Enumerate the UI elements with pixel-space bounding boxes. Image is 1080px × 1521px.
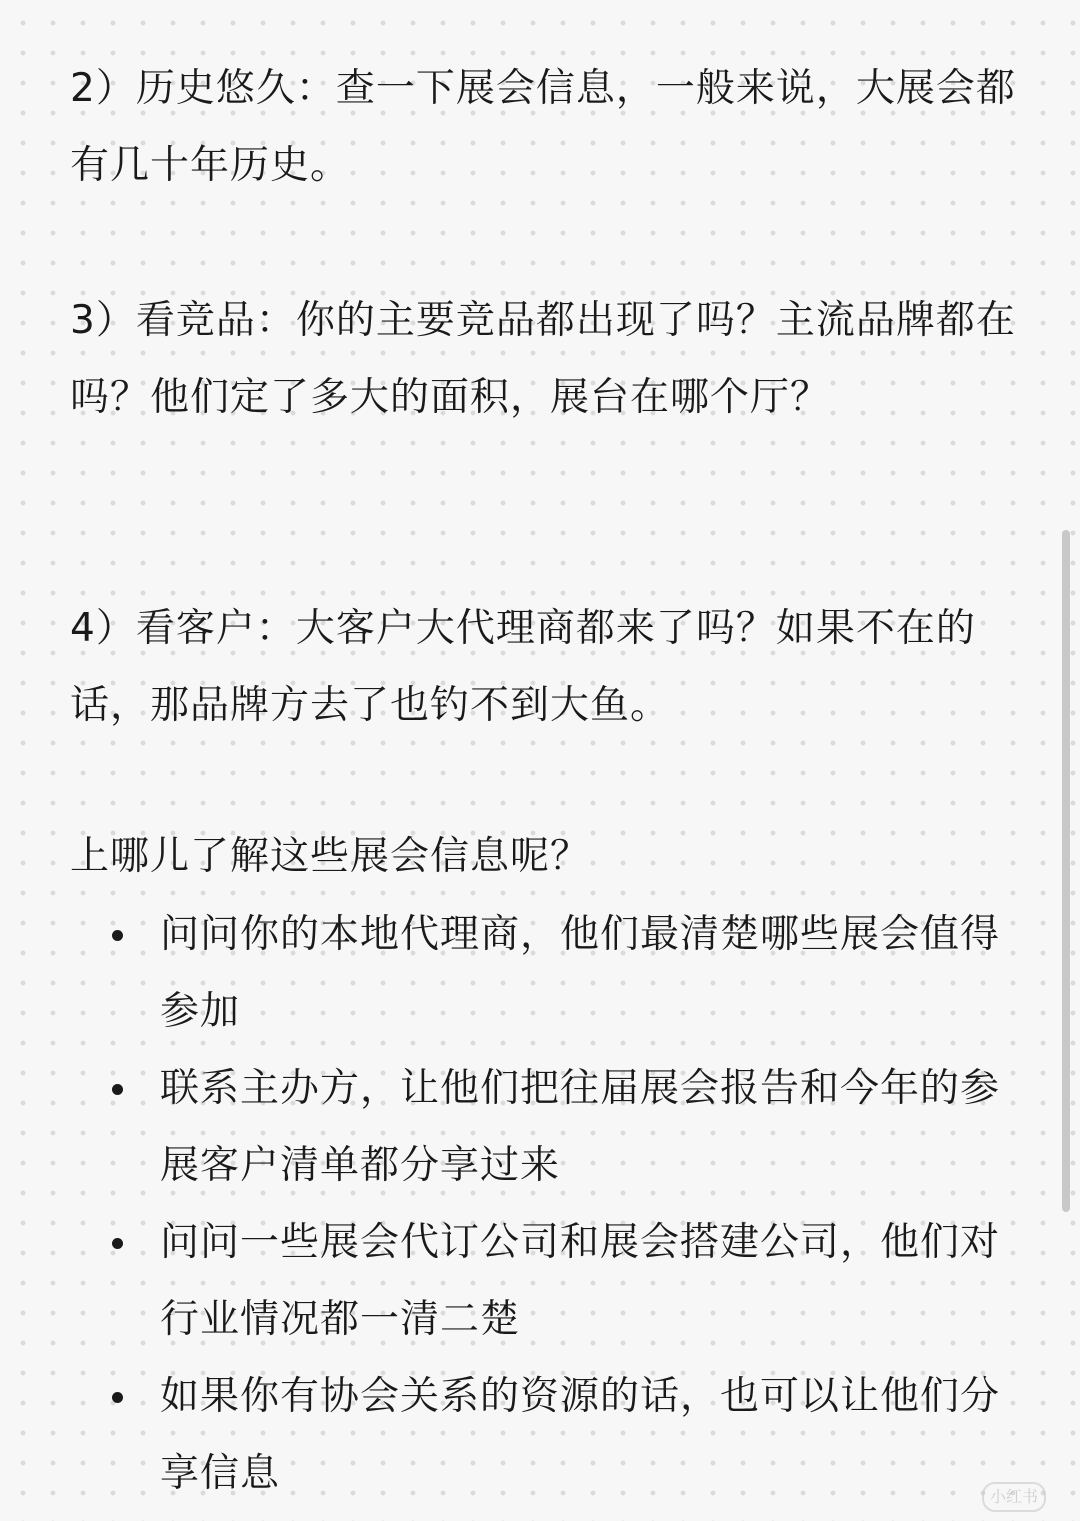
list-item-text: 问问你的本地代理商，他们最清楚哪些展会值得参加	[160, 912, 1001, 1034]
info-source-list	[70, 896, 1020, 1512]
watermark-logo: 小红书	[982, 1482, 1046, 1512]
bullet-icon	[112, 1392, 123, 1403]
bullet-icon	[112, 1238, 123, 1249]
list-item-text: 问问一些展会代订公司和展会搭建公司，他们对行业情况都一清二楚	[160, 1220, 1001, 1342]
list-item-text: 如果你有协会关系的资源的话，也可以让他们分享信息	[160, 1374, 1001, 1496]
paragraph-customers: 4）看客户：大客户大代理商都来了吗？如果不在的话，那品牌方去了也钓不到大鱼。	[70, 606, 976, 728]
question-heading: 上哪儿了解这些展会信息呢？	[70, 834, 591, 879]
scrollbar[interactable]	[1062, 530, 1070, 1212]
list-item	[70, 1358, 1000, 1512]
paragraph-competitors: 3）看竞品：你的主要竞品都出现了吗？主流品牌都在吗？他们定了多大的面积，展台在哪个厅？	[70, 298, 1016, 420]
list-item	[70, 1050, 1000, 1204]
list-item	[70, 1204, 1000, 1358]
bullet-icon	[112, 1084, 123, 1095]
list-item	[70, 896, 1000, 1050]
paragraph-history: 2）历史悠久：查一下展会信息，一般来说，大展会都有几十年历史。	[70, 66, 1016, 188]
list-item-text: 联系主办方，让他们把往届展会报告和今年的参展客户清单都分享过来	[160, 1066, 1001, 1188]
bullet-icon	[112, 930, 123, 941]
